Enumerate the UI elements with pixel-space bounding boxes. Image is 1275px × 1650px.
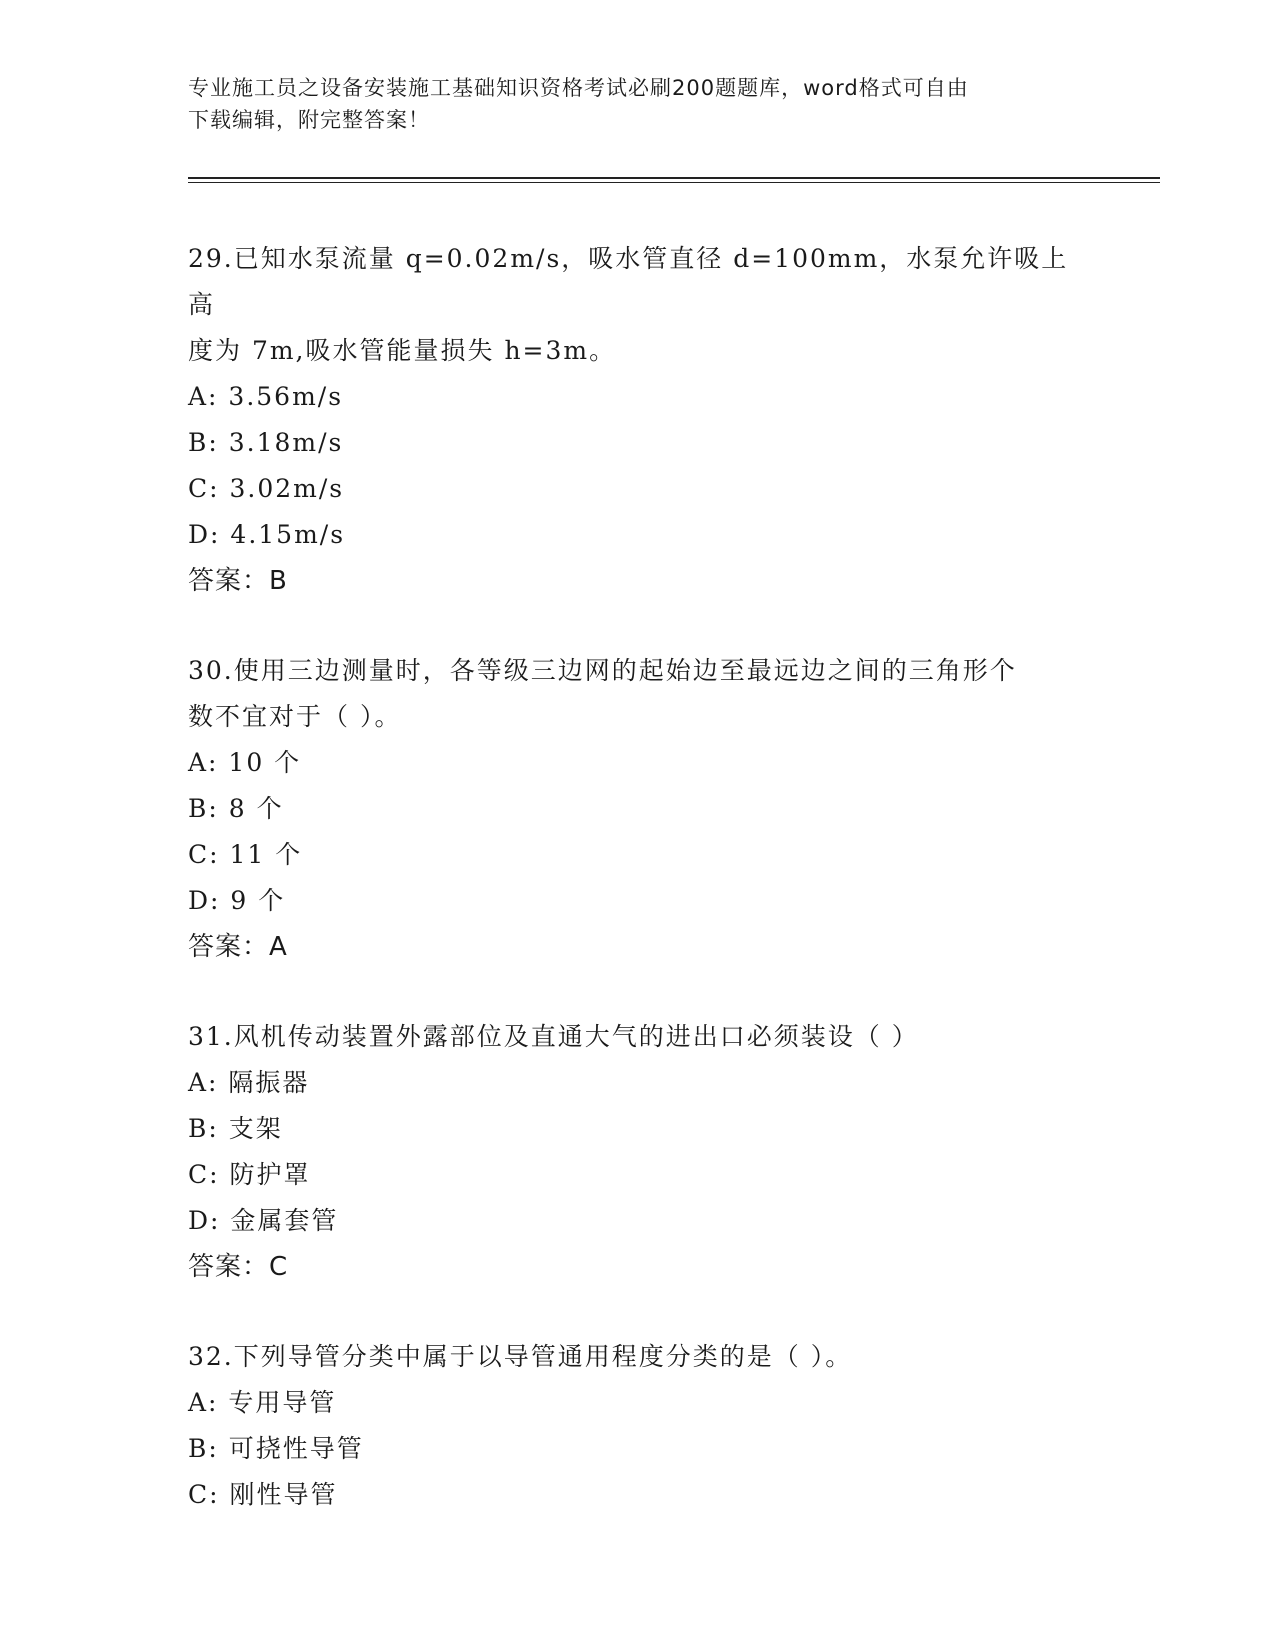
option-d: D: 4.15m/s (188, 520, 346, 549)
document-header (188, 72, 1088, 136)
option-a: A: 专用导管 (188, 1388, 337, 1417)
question-stem-line: 数不宜对于（ ）。 (188, 702, 402, 731)
question-list (188, 236, 1088, 1518)
question-spacer (188, 604, 1088, 648)
answer: 答案：B (188, 566, 288, 596)
option-c: C: 11 个 (188, 840, 303, 869)
header-line-1: 专业施工员之设备安装施工基础知识资格考试必刷200题题库，word格式可自由 (188, 76, 969, 100)
question-spacer (188, 1290, 1088, 1334)
option-d: D: 金属套管 (188, 1206, 339, 1235)
question-30 (188, 648, 1088, 970)
question-stem-line: 29.已知水泵流量 q=0.02m/s，吸水管直径 d=100mm，水泵允许吸上高 (188, 244, 1069, 319)
option-d: D: 9 个 (188, 886, 286, 915)
question-stem-line: 32.下列导管分类中属于以导管通用程度分类的是（ ）。 (188, 1342, 853, 1371)
header-divider-thin (188, 182, 1160, 183)
question-32 (188, 1334, 1088, 1518)
option-a: A: 隔振器 (188, 1068, 310, 1097)
answer: 答案：C (188, 1252, 289, 1282)
option-c: C: 3.02m/s (188, 474, 345, 503)
option-a: A: 10 个 (188, 748, 302, 777)
option-b: B: 支架 (188, 1114, 283, 1143)
question-31 (188, 1014, 1088, 1290)
question-spacer (188, 970, 1088, 1014)
option-a: A: 3.56m/s (188, 382, 344, 411)
question-stem-line: 30.使用三边测量时，各等级三边网的起始边至最远边之间的三角形个 (188, 656, 1017, 685)
header-divider-thick (188, 177, 1160, 179)
question-29 (188, 236, 1088, 604)
question-stem-line: 度为 7m,吸水管能量损失 h=3m。 (188, 336, 617, 365)
option-c: C: 刚性导管 (188, 1480, 338, 1509)
header-line-2: 下载编辑，附完整答案！ (188, 108, 430, 132)
answer: 答案：A (188, 932, 288, 962)
option-b: B: 3.18m/s (188, 428, 344, 457)
option-b: B: 可挠性导管 (188, 1434, 364, 1463)
question-stem-line: 31.风机传动装置外露部位及直通大气的进出口必须装设（ ） (188, 1022, 919, 1051)
option-b: B: 8 个 (188, 794, 284, 823)
option-c: C: 防护罩 (188, 1160, 311, 1189)
